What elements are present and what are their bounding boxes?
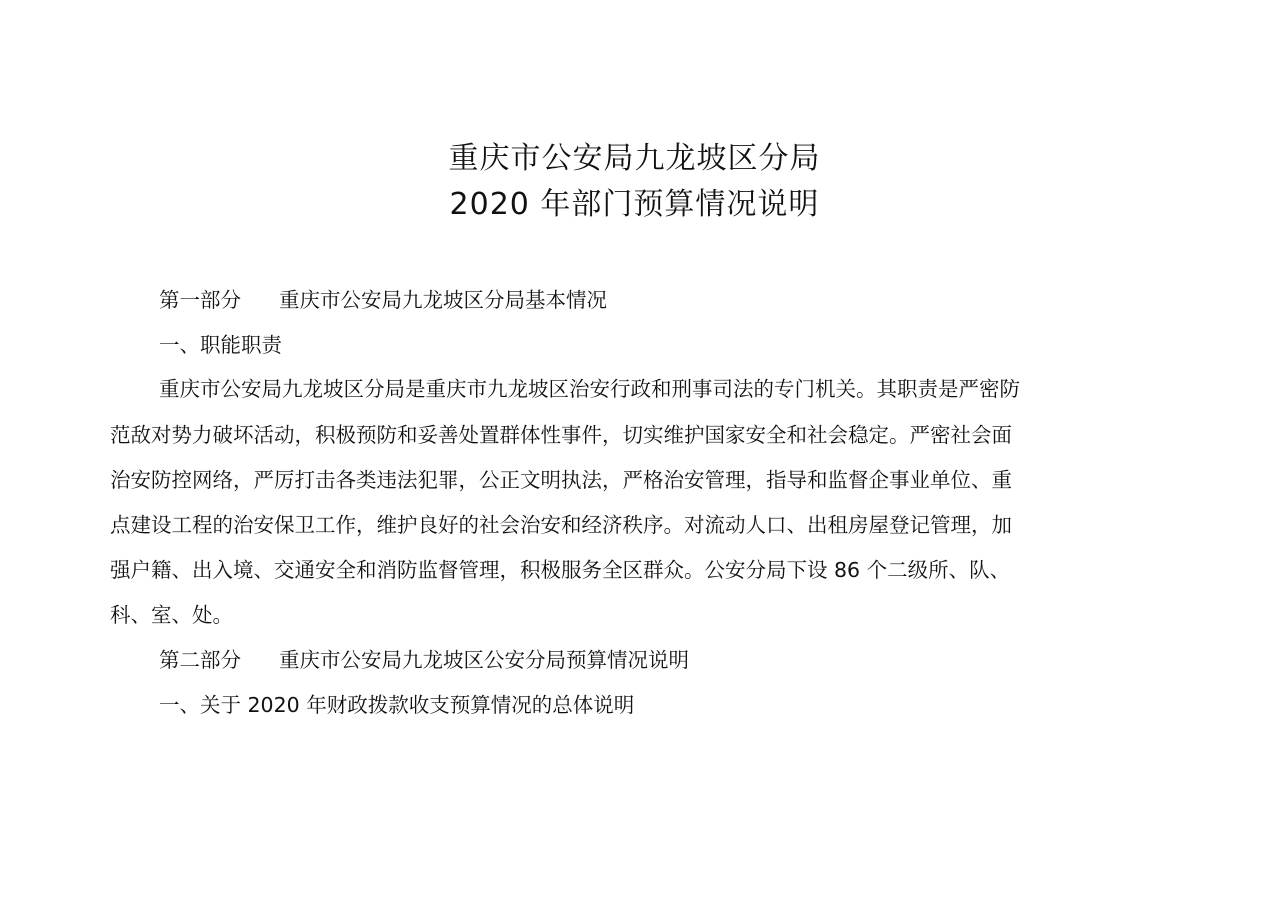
part-one-heading	[159, 285, 1214, 315]
section-two-heading: 一、关于 2020 年财政拨款收支预算情况的总体说明	[159, 693, 635, 717]
paragraph-line: 点建设工程的治安保卫工作，维护良好的社会治安和经济秩序。对流动人口、出租房屋登记管理，加	[110, 513, 1012, 537]
part-two-title: 重庆市公安局九龙坡区公安分局预算情况说明	[279, 648, 689, 672]
paragraph-line: 强户籍、出入境、交通安全和消防监督管理，积极服务全区群众。公安分局下设 86 个二级所、队、	[110, 558, 1011, 582]
paragraph-line: 重庆市公安局九龙坡区分局是重庆市九龙坡区治安行政和刑事司法的专门机关。其职责是严密防	[159, 377, 1020, 401]
part-one-label: 第一部分	[159, 288, 241, 312]
paragraph-line: 治安防控网络，严厉打击各类违法犯罪，公正文明执法，严格治安管理，指导和监督企事业单位、重	[110, 468, 1012, 492]
part-one-title: 重庆市公安局九龙坡区分局基本情况	[279, 288, 607, 312]
part-two-label: 第二部分	[159, 648, 241, 672]
paragraph-line: 范敌对势力破坏活动，积极预防和妥善处置群体性事件，切实维护国家安全和社会稳定。严密社会面	[110, 423, 1012, 447]
paragraph-line: 科、室、处。	[110, 603, 233, 627]
document-title-line-1: 重庆市公安局九龙坡区分局	[448, 141, 821, 176]
part-two-heading	[159, 645, 1214, 675]
section-one-heading: 一、职能职责	[159, 333, 282, 357]
document-title-line-2: 2020 年部门预算情况说明	[449, 187, 820, 222]
